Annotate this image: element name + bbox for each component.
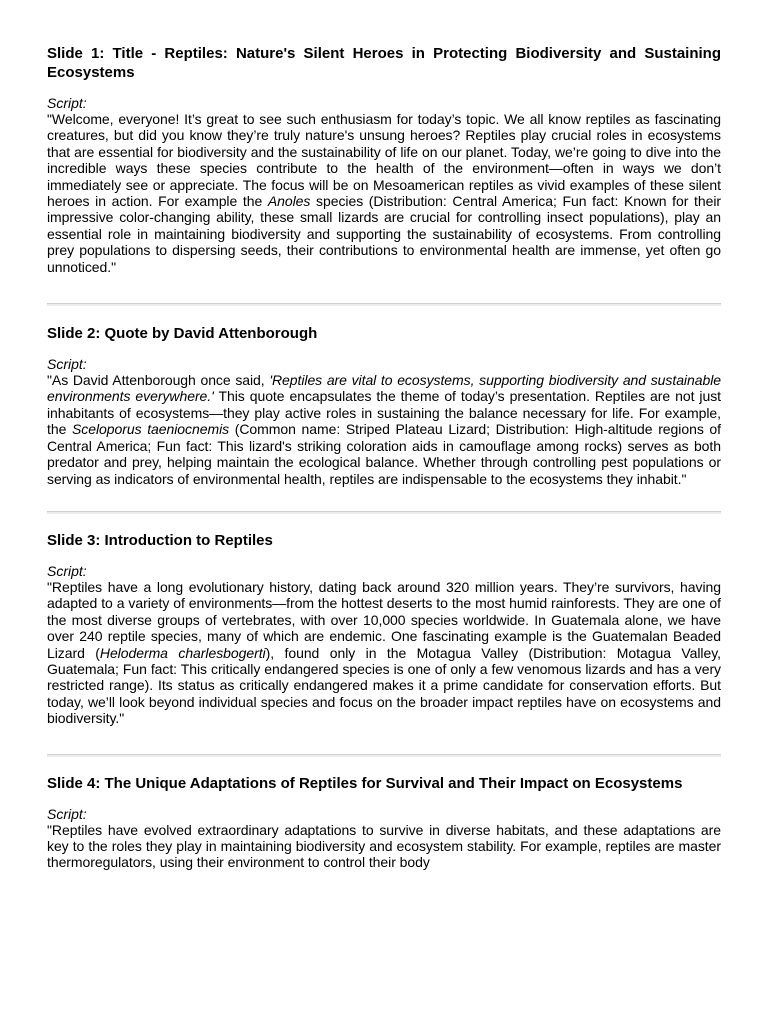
quote-text: 'Reptiles are vital to ecosystems, supporting biodiversity and sustainable environments everywhere.' [47,372,721,405]
slide-2-section [47,324,721,487]
slide-3-script-label: Script: [47,562,87,579]
slide-1-script [47,111,721,275]
species-name: Anoles [267,193,311,210]
slide-2-script [47,372,721,487]
script-text: "Reptiles have a long evolutionary history, dating back around 320 million years. They’re survivors, having adapted to a variety of environments—from the hottest deserts to the most humid rainforests. They are one of the most diverse groups of vertebrates, with over 10,000 species worldwide. In Guatemala alone, we have over 240 reptile species, many of which are endemic. One fascinating example is the Guatemalan Beaded Lizard ( [47,578,721,661]
section-divider [47,511,721,514]
script-text: "Welcome, everyone! It’s great to see such enthusiasm for today’s topic. We all know reptiles as fascinating creatures, but did you know they’re truly nature's unsung heroes? Reptiles play crucial roles in ecosystems that are essential for biodiversity and the sustainability of life on our planet. Today, we’re going to dive into the incredible ways these species contribute to the health of the environment—often in ways we don’t immediately see or appreciate. The focus will be on Mesoamerican reptiles as vivid examples of these silent heroes in action. For example the [47,111,721,210]
slide-1-script-label: Script: [47,95,87,111]
script-text: "As David Attenborough once said, [47,372,270,389]
slide-3-script [47,579,721,727]
section-divider [47,754,721,757]
slide-2-title: Slide 2: Quote by David Attenborough [47,325,318,343]
document-page [47,44,721,871]
slide-1-title: Slide 1: Title - Reptiles: Nature's Silent Heroes in Protecting Biodiversity and Sustaining Ecosystems [47,45,721,81]
section-divider [47,303,721,306]
script-text: "Reptiles have evolved extraordinary adaptations to survive in diverse habitats, and these adaptations are key to the roles they play in maintaining biodiversity and ecosystem stability. For example, reptiles are master thermoregulators, using their environment to control their body [47,821,721,871]
species-name: Sceloporus taeniocnemis [71,421,230,438]
slide-4-title: Slide 4: The Unique Adaptations of Reptiles for Survival and Their Impact on Ecosystems [47,774,683,792]
script-text: This quote encapsulates the theme of today’s presentation. Reptiles are not just inhabitants of ecosystems—they play active roles in sustaining the balance necessary for life. For example, the [47,388,722,438]
slide-3-section [47,531,721,727]
slide-4-script [47,822,721,871]
species-name: Heloderma charlesbogerti [99,644,266,661]
slide-4-script-label: Script: [47,805,87,822]
slide-2-script-label: Script: [47,356,87,373]
slide-3-title: Slide 3: Introduction to Reptiles [47,531,273,549]
slide-1-section [47,44,721,275]
script-text: species (Distribution: Central America; Fun fact: Known for their impressive color-changing ability, these small lizards are crucial for controlling insect populations), play an essential role in maintaining biodiversity and supporting the sustainability of ecosystems. From controlling prey populations to dispersing seeds, their contributions to environmental health are immense, yet often go unnoticed." [47,193,722,275]
script-text: ), found only in the Motagua Valley (Distribution: Motagua Valley, Guatemala; Fun fact: This critically endangered species is one of only a few venomous lizards and has a very restricted range). Its status as critically endangered makes it a prime candidate for conservation efforts. But today, we’ll look beyond individual species and focus on the broader impact reptiles have on ecosystems and biodiversity." [47,644,721,727]
script-text: (Common name: Striped Plateau Lizard; Distribution: High-altitude regions of Central America; Fun fact: This lizard's striking coloration aids in camouflage among rocks) serves as both predator and prey, helping maintain the ecological balance. Whether through controlling pest populations or serving as indicators of environmental health, reptiles are indispensable to the ecosystems they inhabit." [47,421,722,487]
slide-4-section [47,774,721,871]
